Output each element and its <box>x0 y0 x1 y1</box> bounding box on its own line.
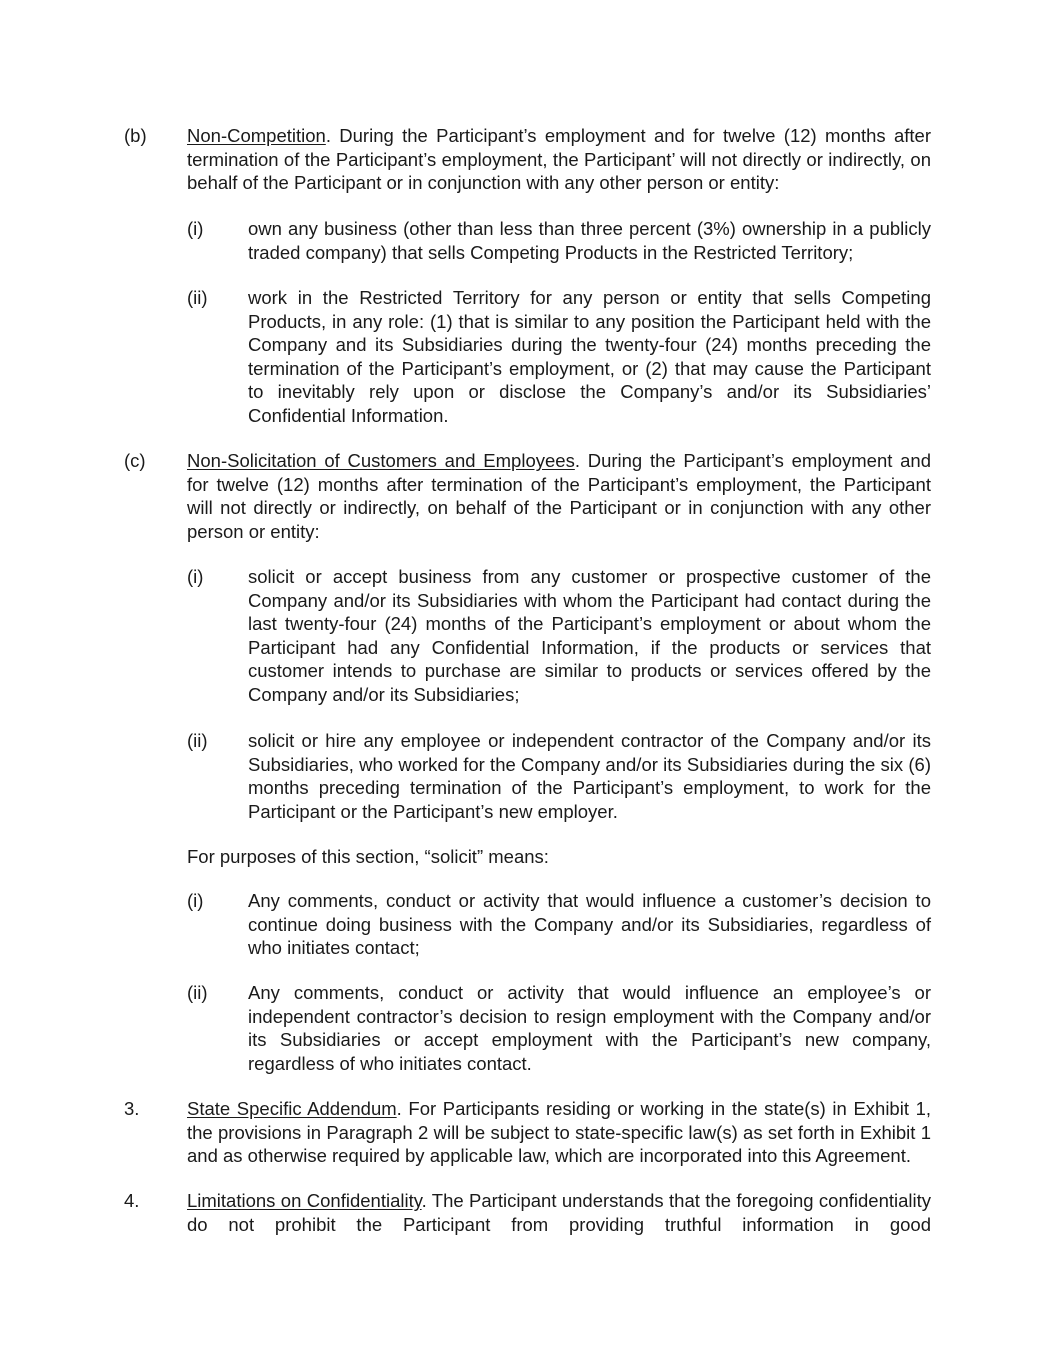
section-4-heading: Limitations on Confidentiality <box>187 1190 422 1211</box>
section-c-heading: Non-Solicitation of Customers and Employees <box>187 450 575 471</box>
solicit-definition-2-text: Any comments, conduct or activity that would influence an employee’s or independent contractor’s decision to resign employment with the Company and/or its Subsidiaries or accept employment with the Participant’s new company, regardless of who initiates contact. <box>248 982 931 1074</box>
section-3-body: . For Participants residing or working in the state(s) in Exhibit 1, the provisions in Paragraph 2 will be subject to state-specific law(s) as set forth in Exhibit 1 and as otherwise required by applicable law, which are incorporated into this Agreement. <box>187 1098 932 1167</box>
section-b-item-1-text: own any business (other than less than three percent (3%) ownership in a publicly traded company) that sells Competing Products in the Restricted Territory; <box>248 218 931 263</box>
section-c-body: . During the Participant’s employment and for twelve (12) months after termination of the Participant’s employment, the Participant will not directly or indirectly, on behalf of the Participant or in conjunction with any other person or entity: <box>187 450 932 542</box>
section-b-item-1-label: (i) <box>187 218 204 239</box>
section-b-item-2-text: work in the Restricted Territory for any person or entity that sells Competing Products, in any role: (1) that is similar to any position the Participant held with the Company and its Subsidiaries during the twenty-four (24) months preceding the termination of the Participant’s employment, or (2) that may cause the Participant to inevitably rely upon or disclose the Company’s and/or its Subsidiaries’ Confidential Information. <box>248 287 931 426</box>
section-3-heading: State Specific Addendum <box>187 1098 397 1119</box>
solicit-definition-2-label: (ii) <box>187 982 208 1003</box>
section-b-item-2-label: (ii) <box>187 287 208 308</box>
section-b-label: (b) <box>124 125 147 146</box>
section-b-paragraph <box>187 124 931 195</box>
section-4-label: 4. <box>124 1190 140 1211</box>
section-3-label: 3. <box>124 1098 140 1119</box>
section-3-paragraph <box>187 1097 931 1168</box>
section-4-body: . The Participant understands that the foregoing confidentiality do not prohibit the Participant from providing truthful information in good <box>187 1190 932 1235</box>
section-c-item-1-text: solicit or accept business from any customer or prospective customer of the Company and/or its Subsidiaries with whom the Participant had contact during the last twenty-four (24) months of the Participant’s employment or about whom the Participant had any Confidential Information, if the products or services that customer intends to purchase are similar to products or services offered by the Company and/or its Subsidiaries; <box>248 566 931 705</box>
section-c-item-1-label: (i) <box>187 566 204 587</box>
section-c-item-2-label: (ii) <box>187 730 208 751</box>
section-4-paragraph <box>187 1189 931 1236</box>
section-c-paragraph <box>187 449 931 543</box>
section-b-body: . During the Participant’s employment and for twelve (12) months after termination of the Participant’s employment, the Participant’ will not directly or indirectly, on behalf of the Participant or in conjunction with any other person or entity: <box>187 125 931 194</box>
section-c-item-2-text: solicit or hire any employee or independent contractor of the Company and/or its Subsidiaries, who worked for the Company and/or its Subsidiaries during the six (6) months preceding termination of the Participant’s employment, to work for the Participant or the Participant’s new employer. <box>248 730 931 822</box>
solicit-definition-1-text: Any comments, conduct or activity that would influence a customer’s decision to continue doing business with the Company and/or its Subsidiaries, regardless of who initiates contact; <box>248 890 931 959</box>
solicit-definition-1-label: (i) <box>187 890 204 911</box>
section-c-label: (c) <box>124 450 146 471</box>
solicit-definition-intro: For purposes of this section, “solicit” means: <box>187 846 549 867</box>
section-b-heading: Non-Competition <box>187 125 326 146</box>
